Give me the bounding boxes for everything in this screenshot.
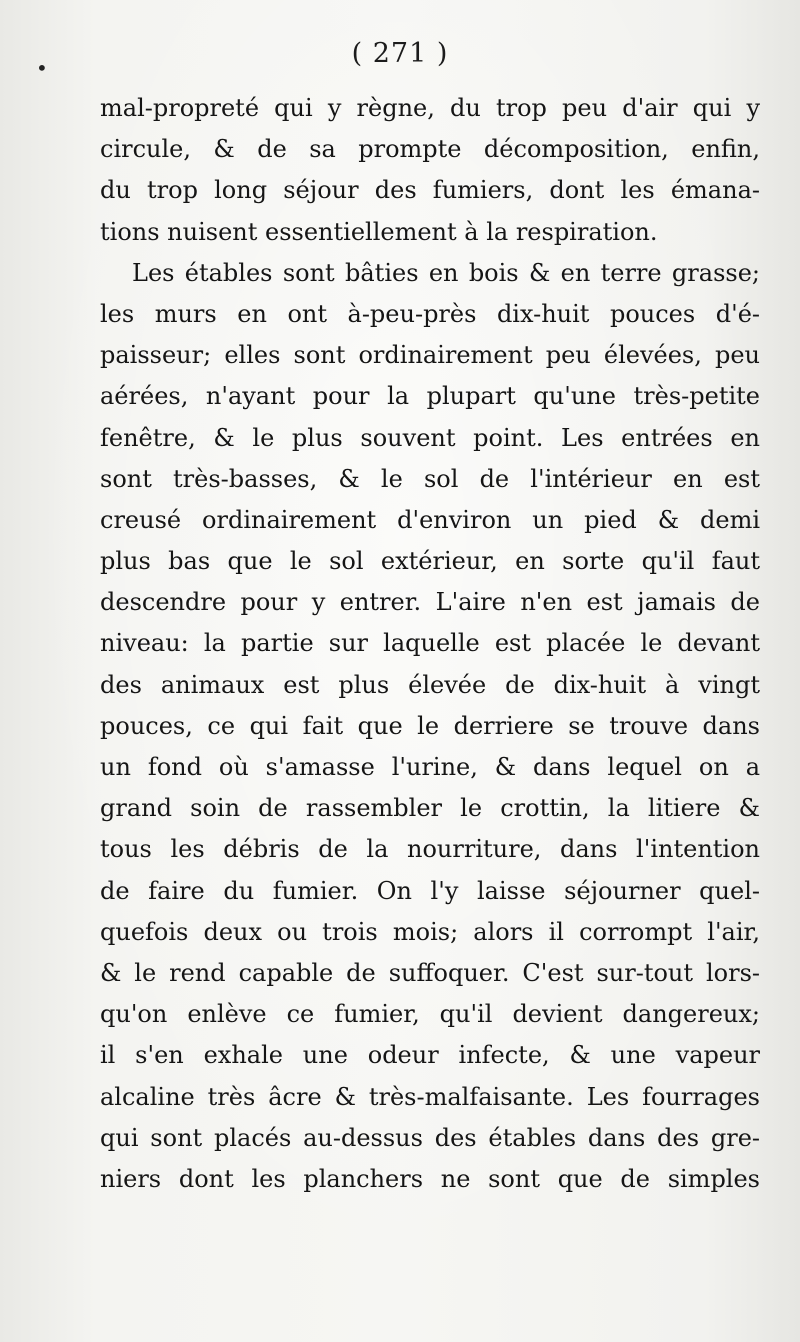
text-line: paisseur; elles sont ordinairement peu élevées, peu [100,341,760,370]
text-line: mal-propreté qui y règne, du trop peu d'air qui y [100,94,760,122]
text-line: qu'on enlève ce fumier, qu'il devient dangereux; [100,1000,760,1029]
text-line: creusé ordinairement d'environ un pied & demi [100,505,760,534]
text-line: du trop long séjour des fumiers, dont les émana- [100,176,760,205]
text-line: niers dont les planchers ne sont que de simples [100,1164,760,1193]
text-line: pouces, ce qui fait que le derriere se trouve dans [100,711,760,740]
text-line: & le rend capable de suffoquer. C'est sur-tout lors- [100,958,760,987]
text-line: tous les débris de la nourriture, dans l'intention [100,835,760,864]
text-line: un fond où s'amasse l'urine, & dans lequel on a [100,753,760,781]
margin-mark: • [36,56,48,80]
text-line: quefois deux ou trois mois; alors il corrompt l'air, [100,917,760,946]
text-line: les murs en ont à-peu-près dix-huit pouces d'é- [100,299,760,328]
text-line: qui sont placés au-dessus des étables dans des gre- [100,1123,760,1152]
text-line: alcaline très âcre & très-malfaisante. Les fourrages [100,1082,760,1111]
text-line: aérées, n'ayant pour la plupart qu'une très-petite [100,382,760,411]
text-line: grand soin de rassembler le crottin, la litiere & [100,794,760,823]
paragraph-start-line: Les étables sont bâties en bois & en terre grasse; [132,258,760,287]
text-line: descendre pour y entrer. L'aire n'en est jamais de [100,588,760,617]
text-line: circule, & de sa prompte décomposition, enfin, [100,135,760,164]
page-number: ( 271 ) [351,38,449,69]
text-line: plus bas que le sol extérieur, en sorte qu'il faut [100,547,760,576]
text-line: il s'en exhale une odeur infecte, & une vapeur [100,1041,760,1070]
text-line: des animaux est plus élevée de dix-huit à vingt [100,670,760,699]
text-line: de faire du fumier. On l'y laisse séjourner quel- [100,876,760,905]
text-line: fenêtre, & le plus souvent point. Les entrées en [100,423,760,452]
text-line: sont très-basses, & le sol de l'intérieur en est [100,464,760,493]
body-text [100,88,760,1200]
text-line: niveau: la partie sur laquelle est placée le devant [100,629,760,658]
text-line: tions nuisent essentiellement à la respiration. [100,217,658,246]
